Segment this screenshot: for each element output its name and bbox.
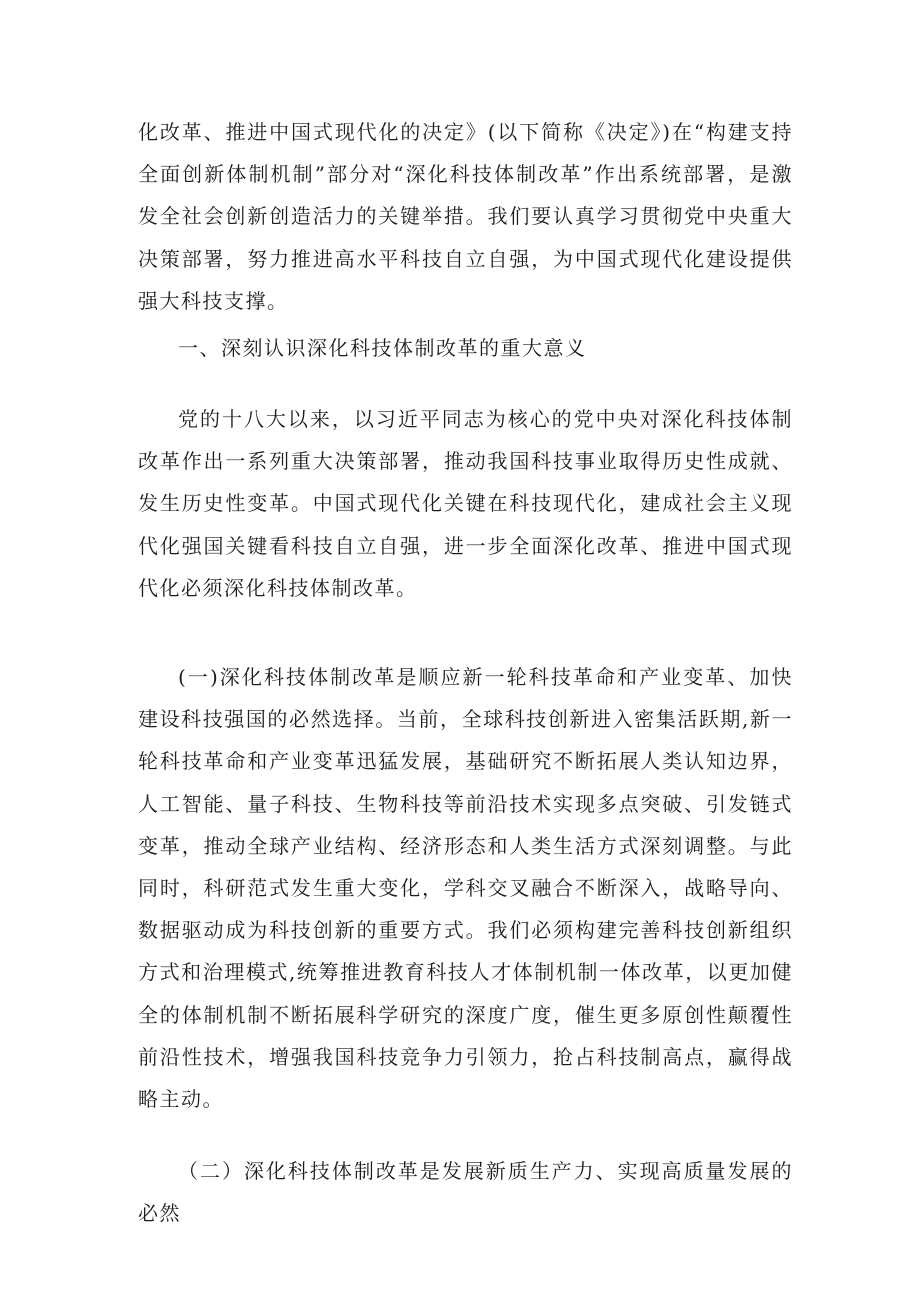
body-paragraph-3: (一)深化科技体制改革是顺应新一轮科技革命和产业变革、加快建设科技强国的必然选择。当前，全球科技创新进入密集活跃期,新一轮科技革命和产业变革迅猛发展，基础研究不断拓展人类认知边界，人工智能、量子科技、生物科技等前沿技术实现多点突破、引发链式变革，推动全球产业结构、经济形态和人类生活方式深刻调整。与此同时，科研范式发生重大变化，学科交叉融合不断深入，战略导向、数据驱动成为科技创新的重要方式。我们必须构建完善科技创新组织方式和治理模式,统筹推进教育科技人才体制机制一体改革，以更加健全的体制机制不断拓展科学研究的深度广度，催生更多原创性颠覆性前沿性技术，增强我国科技竞争力引领力，抢占科技制高点，赢得战略主动。 bbox=[138, 665, 793, 1112]
body-paragraph-2: 党的十八大以来，以习近平同志为核心的党中央对深化科技体制改革作出一系列重大决策部署，推动我国科技事业取得历史性成就、发生历史性变革。中国式现代化关键在科技现代化，建成社会主义现代化强国关键看科技自立自强，进一步全面深化改革、推进中国式现代化必须深化科技体制改革。 bbox=[138, 407, 793, 600]
section-heading-1: 一、深刻认识深化科技体制改革的重大意义 bbox=[178, 336, 587, 360]
body-paragraph-4: （二）深化科技体制改革是发展新质生产力、实现高质量发展的必然 bbox=[138, 1159, 793, 1226]
body-paragraph-1: 化改革、推进中国式现代化的决定》(以下简称《决定》)在“构建支持全面创新体制机制”部分对“深化科技体制改革”作出系统部署，是激发全社会创新创造活力的关键举措。我们要认真学习贯彻党中央重大决策部署，努力推进高水平科技自立自强，为中国式现代化建设提供强大科技支撑。 bbox=[138, 120, 793, 313]
